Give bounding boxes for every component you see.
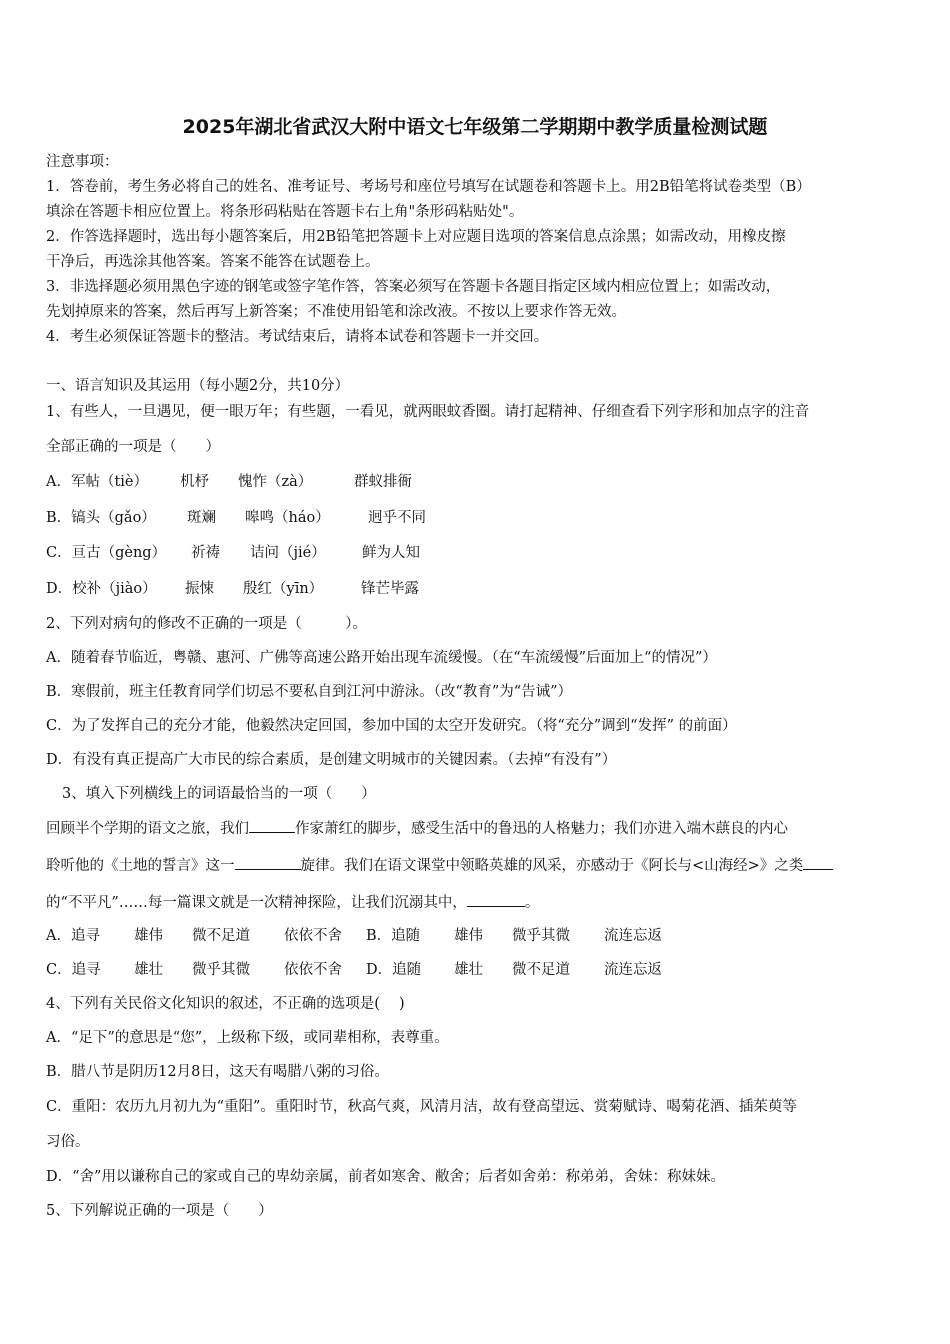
question-4-option: B．腊八节是阴历12月8日，这天有喝腊八粥的习俗。 <box>46 1064 389 1080</box>
option-b: B．镐头（gǎo） 斑斓 嗥鸣（háo） 迥乎不同 <box>46 510 426 526</box>
question-1-stem: 1、有些人，一旦遇见，便一眼万年；有些题，一看见，就两眼蚊香圈。请打起精神、仔细查看下列字形和加点字的注音 <box>46 404 810 420</box>
question-4-option-cont: 习俗。 <box>46 1134 90 1150</box>
question-4-option: A．“足下”的意思是“您”，上级称下级，或同辈相称，表尊重。 <box>46 1030 449 1046</box>
notice-heading: 注意事项： <box>46 154 119 170</box>
question-3-stem: 3、填入下列横线上的词语最恰当的一项（ ） <box>62 786 376 802</box>
option-a: A．军帖（tiè） 机杼 愧怍（zà） 群蚁排衙 <box>46 474 412 490</box>
question-4-stem: 4、下列有关民俗文化知识的叙述，不正确的选项是( ) <box>46 996 405 1012</box>
notice-line: 填涂在答题卡相应位置上。将条形码粘贴在答题卡右上角"条形码粘贴处"。 <box>46 204 524 220</box>
question-3-options-row: C．追寻 雄壮 微乎其微 依依不舍 D．追随 雄壮 微不足道 流连忘返 <box>46 962 662 978</box>
question-4-option: C．重阳：农历九月初九为“重阳”。重阳时节，秋高气爽，风清月洁，故有登高望远、赏菊赋诗、喝菊花酒、插茱萸等 <box>46 1099 797 1115</box>
question-2-stem: 2、下列对病句的修改不正确的一项是（ ）。 <box>46 616 367 632</box>
question-2-option: A．随着春节临近，粤赣、惠河、广佛等高速公路开始出现车流缓慢。（在“车流缓慢”后面加上“的情况”） <box>46 650 717 666</box>
question-2-option: C．为了发挥自己的充分才能，他毅然决定回国，参加中国的太空开发研究。（将“充分”调到“发挥” 的前面） <box>46 718 737 734</box>
option-d: D．校补（jiào） 振悚 殷红（yīn） 锋芒毕露 <box>46 581 419 597</box>
notice-line: 干净后，再选涂其他答案。答案不能答在试题卷上。 <box>46 254 380 270</box>
notice-line: 4．考生必须保证答题卡的整洁。考试结束后，请将本试卷和答题卡一并交回。 <box>46 329 549 345</box>
section-heading: 一、语言知识及其运用（每小题2分，共10分） <box>46 378 350 394</box>
question-1-stem-cont: 全部正确的一项是（ ） <box>46 439 220 455</box>
question-3-passage: 回顾半个学期的语文之旅，我们 作家萧红的脚步，感受生活中的鲁迅的人格魅力；我们亦进入端木蕻良的内心 <box>46 818 788 839</box>
question-3-options-row: A．追寻 雄伟 微不足道 依依不舍 B．追随 雄伟 微乎其微 流连忘返 <box>46 928 662 944</box>
notice-line: 2．作答选择题时，选出每小题答案后，用2B铅笔把答题卡上对应题目选项的答案信息点涂黑；如需改动，用橡皮擦 <box>46 229 786 245</box>
question-2-option: B．寒假前，班主任教育同学们切忌不要私自到江河中游泳。（改“教育”为“告诫”） <box>46 684 573 700</box>
notice-line: 3．非选择题必须用黑色字迹的钢笔或签字笔作答，答案必须写在答题卡各题目指定区域内相应位置上；如需改动， <box>46 279 781 295</box>
question-3-passage: 聆听他的《土地的誓言》这一 旋律。我们在语文课堂中领略英雄的风采，亦感动于《阿长与<山海经>》之类 <box>46 855 833 876</box>
notice-line: 先划掉原来的答案，然后再写上新答案；不准使用铅笔和涂改液。不按以上要求作答无效。 <box>46 304 626 320</box>
question-3-passage: 的“不平凡”……每一篇课文就是一次精神探险，让我们沉溺其中， 。 <box>46 892 539 913</box>
question-2-option: D．有没有真正提高广大市民的综合素质，是创建文明城市的关键因素。（去掉“有没有”） <box>46 752 617 768</box>
option-c: C．亘古（gèng） 祈祷 诘问（jié） 鲜为人知 <box>46 545 420 561</box>
page-title: 2025年湖北省武汉大附中语文七年级第二学期期中教学质量检测试题 <box>182 116 768 138</box>
question-5-stem: 5、下列解说正确的一项是（ ） <box>46 1203 273 1219</box>
notice-line: 1．答卷前，考生务必将自己的姓名、准考证号、考场号和座位号填写在试题卷和答题卡上。用2B铅笔将试卷类型（B） <box>46 179 811 195</box>
question-4-option: D．“舍”用以谦称自己的家或自己的卑幼亲属，前者如寒舍、敝舍；后者如舍弟：称弟弟，舍妹：称妹妹。 <box>46 1169 725 1185</box>
